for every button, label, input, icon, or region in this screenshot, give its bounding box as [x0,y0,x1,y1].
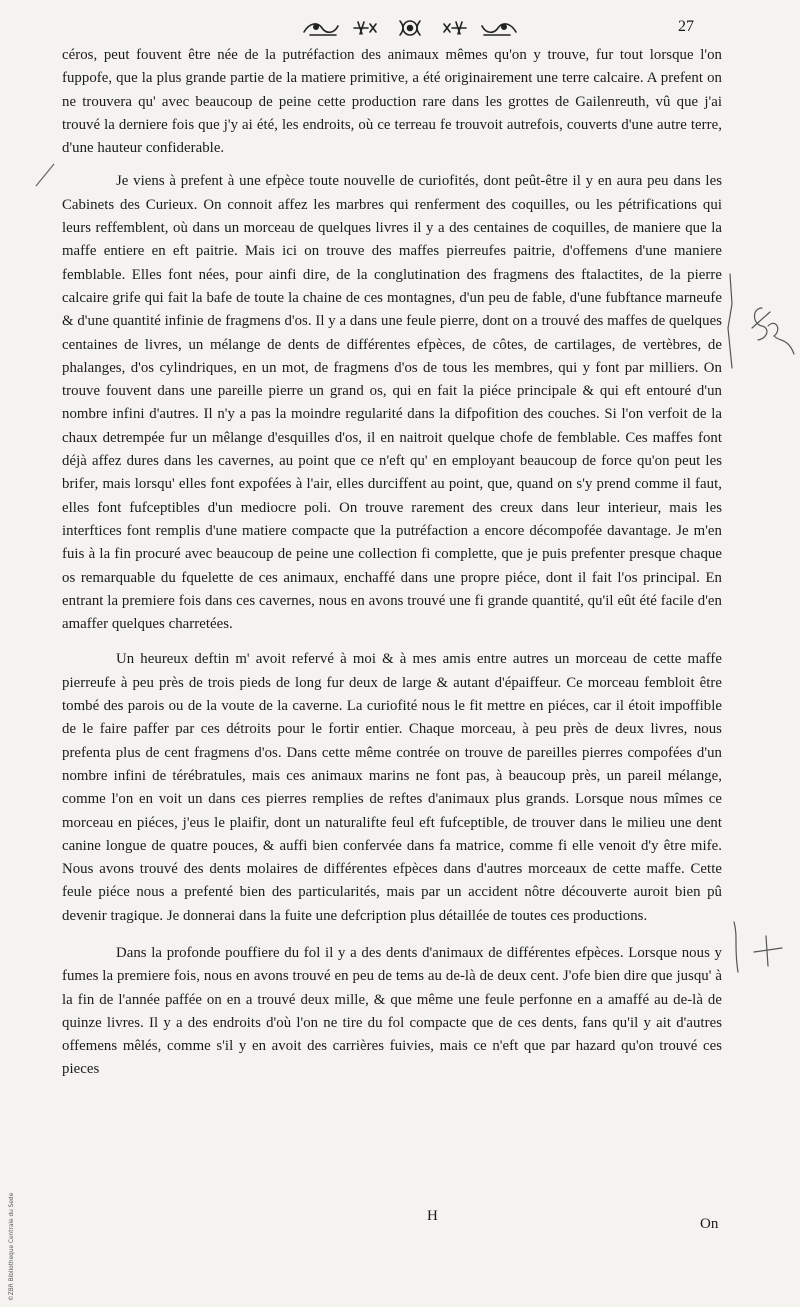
margin-bracket-annotation [722,268,800,388]
body-text [62,44,722,1088]
page-footer [0,1208,800,1238]
page-number: 27 [678,18,694,35]
page-header [0,14,800,44]
printer-ornament-band [300,16,520,40]
margin-plus-annotation [730,918,790,978]
paragraph-1: céros, peut fouvent être née de la putréfaction des animaux mêmes qu'on y trouve, fur tout lorsque l'on fuppofe, que la plus grande partie de la matiere primitive, a été originairement une terre calcaire. A prefent on ne trouvera qu' avec beaucoup de peine cette production rare dans les grottes de Gailenreuth, vû que j'ai trouvé la derniere fois que j'y ai été, les endroits, où ce terreau fe trouvoit autrefois, couverts d'une autre terre, d'une hauteur confiderable. [62,47,722,157]
catchword: On [700,1216,719,1232]
paragraph-2: Je viens à prefent à une efpèce toute nouvelle de curiofités, dont peût-être il y en aura peu dans les Cabinets des Curieux. On connoit affez les marbres qui renferment des coquilles, ou les pétrifications qui leurs reffemblent, où dans un morceau de quelques livres il y a des centaines de coquilles, de maniere que la maffe entiere en eft paitrie. Mais ici on trouve des maffes pierreufes paitrie, d'offemens d'une maniere femblable. Elles font nées, pour ainfi dire, de la conglutination des fragmens des ftalactites, de la pierre calcaire grife qui fait la bafe de toute la chaine de ces montagnes, d'un peu de fable, d'une fubftance marneufe & d'une quantité infinie de fragmens d'os. Il y a dans une feule pierre, dont on a trouvé des maffes de quelques centaines de livres, un mélange de dents de différentes efpèces, de côtes, de cartilages, de vertèbres, de phalanges, d'os cylindriques, en un mot, de fragmens d'os de tous les membres, qui y font par milliers. On trouve fouvent dans une pareille pierre un grand os, qui en fait la piéce principale & qui eft entouré d'un nombre infini d'autres. Il n'y a pas la moindre regularité dans la difpofition des couches. Si l'on verfoit de la chaux detrempée fur un mêlange d'esquilles d'os, il en naitroit quelque chofe de femblable. Ces maffes font déjà affez dures dans les cavernes, au point que ce n'eft qu' en employant beaucoup de force qu'on peut les brifer, mais lorsqu' elles font expofées à l'air, elles durciffent au point, que, quand on s'y prend comme il faut, elles font fufceptibles d'un mediocre poli. On trouve rarement des creux dans leur interieur, mais les interftices font remplis d'une matiere compacte que la putréfaction a encore décompofée davantage. Je m'en fuis à la fin procuré avec beaucoup de peine une collection fi complette, que je puis prefenter presque chaque os remarquable du fquelette de ces animaux, enchaffé dans une propre piéce, dont il fait l'os principal. En entrant la premiere fois dans ces cavernes, nous en avons trouvé une fi grande quantité, qu'il eût été facile d'en amaffer quelques charretées. [62,173,722,633]
margin-slash-mark [30,160,60,190]
library-side-stamp: ©ZBR Bibliotheque Centrale du Sede [9,1192,15,1301]
paragraph-3: Un heureux deftin m' avoit refervé à moi & à mes amis entre autres un morceau de cette maffe pierreufe à peu près de trois pieds de long fur deux de large & autant d'épaiffeur. Ce morceau fembloit être tombé des parois ou de la voute de la caverne. La curiofité nous le fit mettre en piéces, car il étoit impoffible de le faire paffer par ces détroits pour le fortir entier. Chaque morceau, à peu près de deux livres, nous prefenta plus de cent fragmens d'os. Dans cette même contrée on trouve de pareilles pierres compofées d'un nombre infini de térébratules, mais ces animaux marins ne font pas, à beaucoup près, un pareil mélange, comme l'on en voit un dans ces pierres remplies de reftes d'animaux plus grands. Lorsque nous mîmes ce morceau en piéces, j'eus le plaifir, dont un naturalifte feul eft fufceptible, de trouver dans le milieu une dent canine longue de quatre pouces, & auffi bien confervée dans fa matrice, comme fi elle venoit d'y être mife. Nous avons trouvé des dents molaires de différentes efpèces dans d'autres morceaux de cette maffe. Cette feule piéce nous a prefenté bien des particularités, mais par un accident nôtre découverte auroit bien pû devenir tragique. Je donnerai dans la fuite une defcription plus détaillée de toutes ces productions. [62,651,722,924]
signature-mark: H [427,1208,438,1224]
paragraph-4: Dans la profonde pouffiere du fol il y a des dents d'animaux de différentes efpèces. Lorsque nous y fumes la premiere fois, nous en avons trouvé en peu de tems au de-là de deux cent. J'ofe bien dire que jusqu' à la fin de l'année paffée on en a trouvé deux mille, & que même une feule perfonne en a amaffé au de-là de quinze livres. Il y a des endroits d'où l'on ne tire du fol compacte que de ces dents, fans qu'il y ait d'autres offemens mêlés, comme s'il y en avoit des carrières fuivies, mais ce n'eft que par hazard qu'on trouvé ces pieces [62,944,722,1078]
